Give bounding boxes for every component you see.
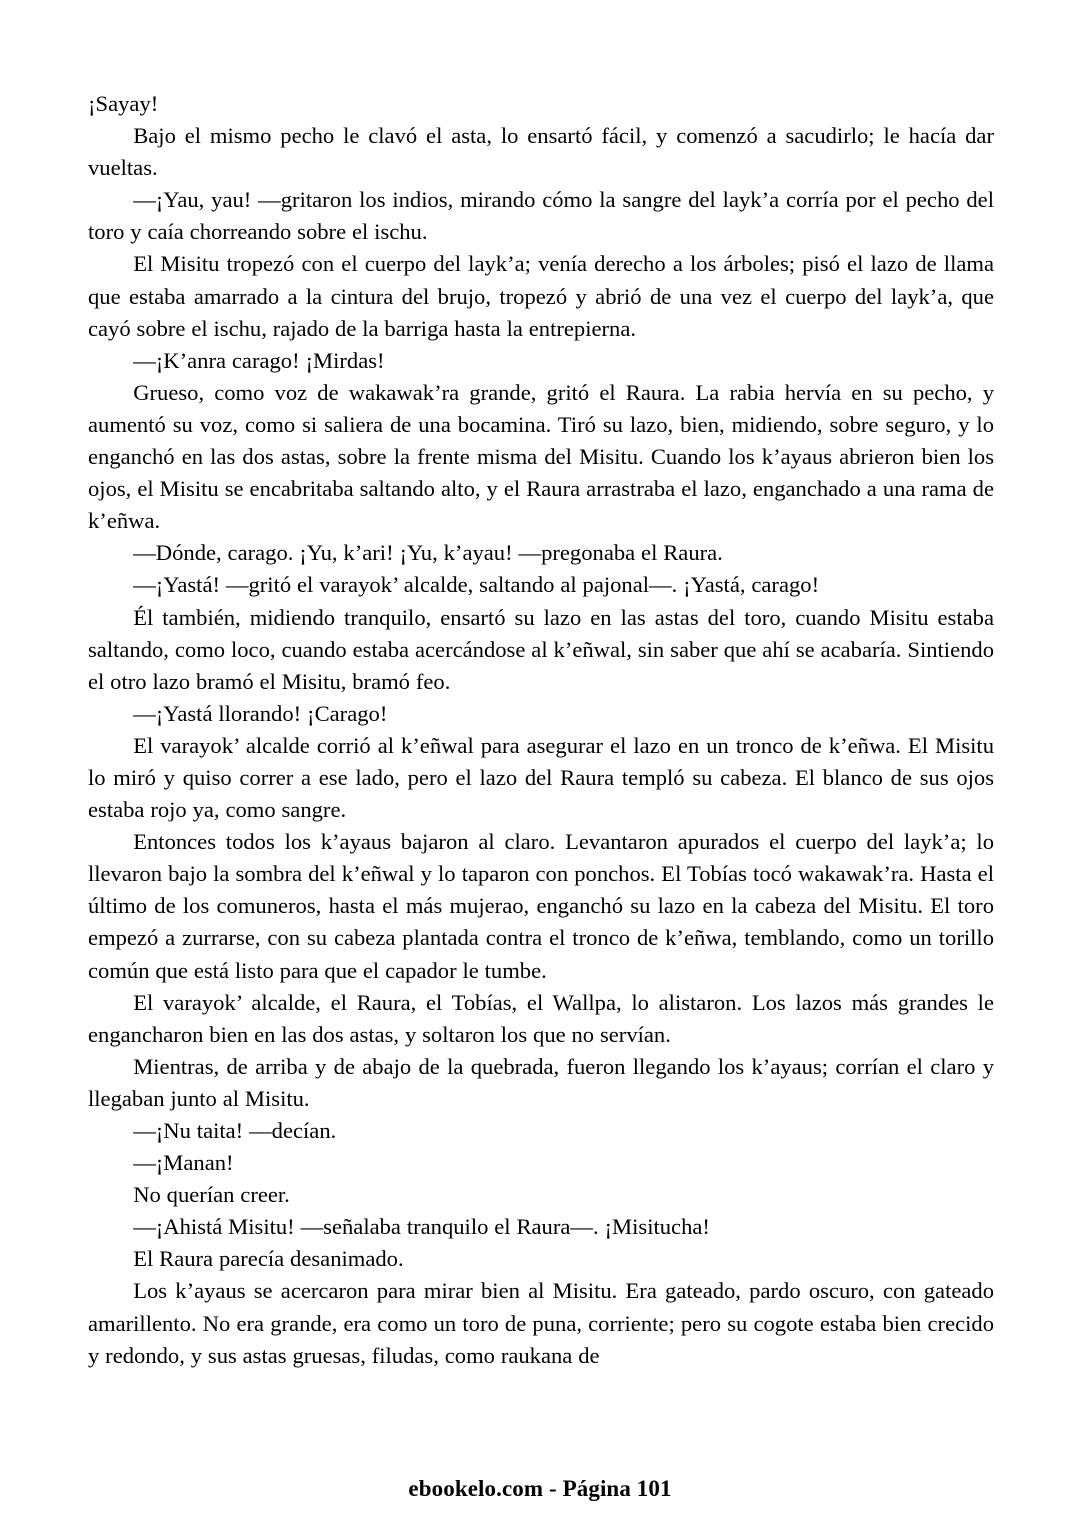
paragraph: —¡Yastá llorando! ¡Carago!: [133, 700, 388, 726]
paragraph: No querían creer.: [133, 1182, 290, 1208]
paragraph: —¡Yau, yau! —gritaron los indios, mirando cómo la sangre del layk’a corría por el pecho del toro y caía chorreando sobre el ischu.: [88, 187, 994, 245]
paragraph: —¡Nu taita! —decían.: [133, 1118, 337, 1143]
paragraph: Mientras, de arriba y de abajo de la quebrada, fueron llegando los k’ayaus; corrían el claro y llegaban junto al Misitu.: [88, 1053, 994, 1111]
paragraph: Grueso, como voz de wakawak’ra grande, gritó el Raura. La rabia hervía en su pecho, y aumentó su voz, como si saliera de una bocamina. Tiró su lazo, bien, midiendo, sobre seguro, y lo enganchó en las dos astas, sobre la frente misma del Misitu. Cuando los k’ayaus abrieron bien los ojos, el Misitu se encabritaba saltando alto, y el Raura arrastraba el lazo, enganchado a una rama de k’eñwa.: [88, 379, 994, 534]
paragraph: El varayok’ alcalde corrió al k’eñwal para asegurar el lazo en un tronco de k’eñwa. El Misitu lo miró y quiso correr a ese lado, pero el lazo del Raura templó su cabeza. El blanco de sus ojos estaba rojo ya, como sangre.: [88, 732, 994, 823]
paragraph: —¡K’anra carago! ¡Mirdas!: [133, 347, 385, 373]
paragraph: Él también, midiendo tranquilo, ensartó su lazo en las astas del toro, cuando Misitu estaba saltando, como loco, cuando estaba acercándose al k’eñwal, sin saber que ahí se acabaría. Sintiendo el otro lazo bramó el Misitu, bramó feo.: [88, 604, 994, 694]
page-text-block: [88, 88, 994, 1372]
paragraph: El Misitu tropezó con el cuerpo del layk’a; venía derecho a los árboles; pisó el lazo de llama que estaba amarrado a la cintura del brujo, tropezó y abrió de una vez el cuerpo del layk’a, que cayó sobre el ischu, rajado de la barriga hasta la entrepierna.: [88, 251, 994, 341]
paragraph: —Dónde, carago. ¡Yu, k’ari! ¡Yu, k’ayau! —pregonaba el Raura.: [133, 540, 723, 566]
paragraph: —¡Ahistá Misitu! —señalaba tranquilo el Raura—. ¡Misitucha!: [133, 1214, 710, 1240]
page-footer: ebookelo.com - Página 101: [408, 1476, 672, 1501]
paragraph: ¡Sayay!: [88, 91, 159, 116]
paragraph: El varayok’ alcalde, el Raura, el Tobías, el Wallpa, lo alistaron. Los lazos más grandes le engancharon bien en las dos astas, y soltaron los que no servían.: [88, 989, 994, 1047]
paragraph: Bajo el mismo pecho le clavó el asta, lo ensartó fácil, y comenzó a sacudirlo; le hacía dar vueltas.: [88, 123, 994, 181]
paragraph: El Raura parecía desanimado.: [133, 1246, 404, 1272]
paragraph: Los k’ayaus se acercaron para mirar bien al Misitu. Era gateado, pardo oscuro, con gateado amarillento. No era grande, era como un toro de puna, corriente; pero su cogote estaba bien crecido y redondo, y sus astas gruesas, filudas, como raukana de: [88, 1278, 994, 1368]
paragraph: Entonces todos los k’ayaus bajaron al claro. Levantaron apurados el cuerpo del layk’a; lo llevaron bajo la sombra del k’eñwal y lo taparon con ponchos. El Tobías tocó wakawak’ra. Hasta el último de los comuneros, hasta el más mujerao, enganchó su lazo en la cabeza del Misitu. El toro empezó a zurrarse, con su cabeza plantada contra el tronco de k’eñwa, temblando, como un torillo común que está listo para que el capador le tumbe.: [88, 829, 994, 983]
paragraph: —¡Manan!: [133, 1150, 234, 1176]
paragraph: —¡Yastá! —gritó el varayok’ alcalde, saltando al pajonal—. ¡Yastá, carago!: [133, 572, 820, 598]
